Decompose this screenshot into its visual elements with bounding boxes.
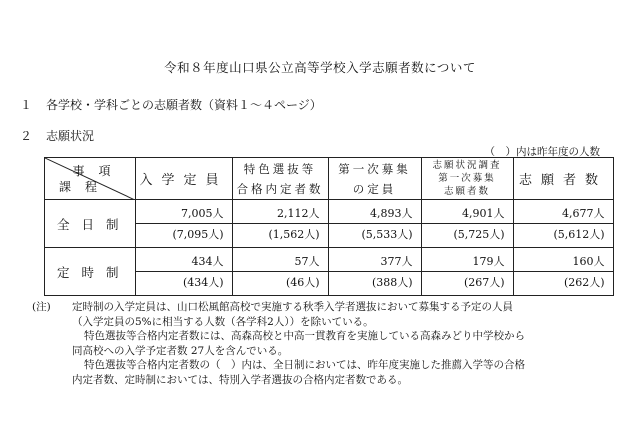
table-header-row bbox=[45, 158, 614, 200]
corner-label-course: 課程 bbox=[59, 180, 112, 194]
table-row bbox=[45, 248, 614, 272]
section-2-number: ２ bbox=[20, 129, 33, 143]
header-special-selection bbox=[232, 158, 328, 200]
header-status-line1: 志願状況調査 bbox=[432, 160, 502, 171]
note-line: 特色選抜等合格内定者数の（ ）内は、全日制においては、昨年度実施した推薦入学等の合格 bbox=[84, 359, 525, 371]
header-corner-cell bbox=[45, 158, 136, 200]
section-2-text: 志願状況 bbox=[46, 129, 95, 143]
section-2 bbox=[20, 127, 94, 144]
header-applicants: 志願者数 bbox=[513, 158, 613, 200]
header-first-recruit bbox=[328, 158, 421, 200]
fulltime-capacity-prev: (7,095人) bbox=[135, 224, 232, 248]
unit-note: （ ）内は昨年度の人数 bbox=[484, 146, 600, 158]
page-title: 令和８年度山口県公立高等学校入学志願者数について bbox=[164, 60, 476, 75]
header-first-line2: の定員 bbox=[352, 181, 397, 196]
parttime-first: 377人 bbox=[328, 248, 421, 272]
header-status-line2: 第一次募集 bbox=[438, 173, 496, 184]
header-status-line3: 志願者数 bbox=[444, 186, 491, 197]
fulltime-status: 4,901人 bbox=[421, 200, 513, 224]
note-label: (注) bbox=[32, 301, 51, 313]
fulltime-first-prev: (5,533人) bbox=[328, 224, 421, 248]
parttime-status: 179人 bbox=[421, 248, 513, 272]
parttime-special: 57人 bbox=[232, 248, 328, 272]
note-line: 特色選抜等合格内定者数には、高森高校と中高一貫教育を実施している高森みどり中学校から bbox=[84, 330, 525, 342]
header-special-line2: 合格内定者数 bbox=[236, 181, 324, 196]
section-1 bbox=[20, 96, 322, 113]
notes bbox=[32, 300, 525, 387]
parttime-capacity: 434人 bbox=[135, 248, 232, 272]
header-special-line1: 特色選抜等 bbox=[243, 161, 317, 176]
corner-label-items: 事項 bbox=[72, 164, 125, 178]
note-line: 内定者数、定時制においては、特別入学者選抜の合格内定者数である。 bbox=[72, 373, 408, 386]
parttime-applicants-prev: (262人) bbox=[513, 272, 613, 296]
section-1-text: 各学校・学科ごとの志願者数（資料１～４ページ） bbox=[46, 98, 322, 112]
fulltime-special-prev: (1,562人) bbox=[232, 224, 328, 248]
row-label-parttime: 定時制 bbox=[45, 248, 136, 296]
table-row bbox=[45, 200, 614, 224]
parttime-capacity-prev: (434人) bbox=[135, 272, 232, 296]
parttime-status-prev: (267人) bbox=[421, 272, 513, 296]
parttime-special-prev: (46人) bbox=[232, 272, 328, 296]
header-first-line1: 第一次募集 bbox=[338, 161, 411, 176]
parttime-first-prev: (388人) bbox=[328, 272, 421, 296]
note-line: （入学定員の5%に相当する人数（各学科2人））を除いている。 bbox=[72, 315, 374, 328]
note-line: 同高校への入学予定者数 27人を含んでいる。 bbox=[72, 344, 289, 357]
fulltime-first: 4,893人 bbox=[328, 200, 421, 224]
header-capacity: 入学定員 bbox=[135, 158, 232, 200]
fulltime-status-prev: (5,725人) bbox=[421, 224, 513, 248]
fulltime-applicants: 4,677人 bbox=[513, 200, 613, 224]
header-status-survey bbox=[421, 158, 513, 200]
row-label-fulltime: 全日制 bbox=[45, 200, 136, 248]
applicant-table bbox=[44, 157, 614, 296]
fulltime-special: 2,112人 bbox=[232, 200, 328, 224]
fulltime-applicants-prev: (5,612人) bbox=[513, 224, 613, 248]
note-line: (注) 定時制の入学定員は、山口松風館高校で実施する秋季入学者選抜において募集する予定の人員 bbox=[32, 301, 513, 313]
fulltime-capacity: 7,005人 bbox=[135, 200, 232, 224]
parttime-applicants: 160人 bbox=[513, 248, 613, 272]
section-1-number: １ bbox=[20, 98, 33, 112]
